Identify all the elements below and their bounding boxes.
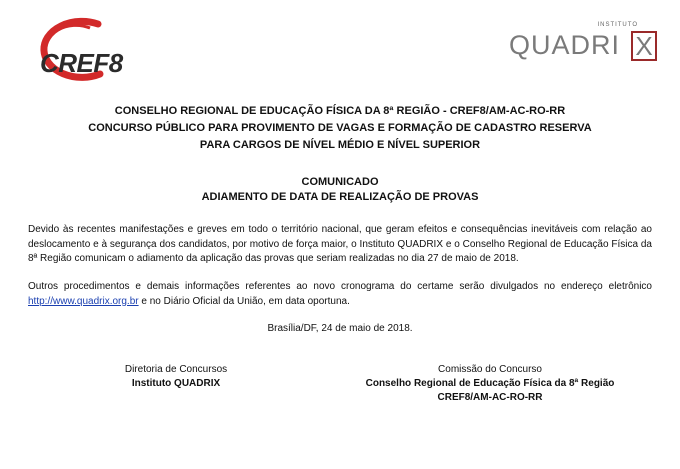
quadrix-website-link[interactable]: http://www.quadrix.org.br — [28, 295, 139, 307]
quadrix-tagline: INSTITUTO — [597, 22, 638, 28]
date-line: Brasília/DF, 24 de maio de 2018. — [267, 323, 413, 334]
signature-left-org: Instituto QUADRIX — [131, 378, 221, 389]
quadrix-logo-text: QUADRI — [509, 30, 621, 60]
document-header — [0, 103, 680, 154]
body-paragraph-2 — [28, 280, 652, 309]
notice-title: COMUNICADO — [301, 176, 379, 188]
paragraph-2-end: e no Diário Oficial da União, em data oportuna. — [141, 295, 350, 307]
paragraph-2-start: Outros procedimentos e demais informações referentes ao novo cronograma do certame serão divulgados no endereço eletrônico — [28, 281, 652, 292]
notice-subtitle: ADIAMENTO DE DATA DE REALIZAÇÃO DE PROVAS — [201, 191, 479, 203]
cref8-logo-text: CREF8 — [40, 48, 123, 78]
signature-right-org: Conselho Regional de Educação Física da 8ª Região — [365, 378, 615, 389]
cref8-logo — [28, 14, 124, 84]
quadrix-logo — [505, 22, 660, 62]
quadrix-logo-x: X — [631, 31, 657, 61]
notice-heading — [0, 175, 680, 205]
signature-left — [106, 363, 246, 391]
signature-right-org-code: CREF8/AM-AC-RO-RR — [437, 392, 543, 403]
signature-right-role: Comissão do Concurso — [438, 364, 542, 375]
body-paragraph-1: Devido às recentes manifestações e greves em todo o território nacional, que geram efeitos e consequências inevitáveis com relação ao deslocamento e à segurança dos candidatos, por motivo de força maior, o Instituto QUADRIX e o Conselho Regional de Educação Física da 8ª Região comunicam o adiamento da aplicação das provas que seriam realizadas no dia 27 de maio de 2018. — [28, 224, 652, 264]
signature-right — [350, 363, 630, 405]
header-line-2: CONCURSO PÚBLICO PARA PROVIMENTO DE VAGAS E FORMAÇÃO DE CADASTRO RESERVA — [88, 122, 592, 134]
signature-left-role: Diretoria de Concursos — [124, 364, 228, 375]
header-line-1: CONSELHO REGIONAL DE EDUCAÇÃO FÍSICA DA 8ª REGIÃO - CREF8/AM-AC-RO-RR — [114, 105, 566, 117]
header-line-3: PARA CARGOS DE NÍVEL MÉDIO E NÍVEL SUPERIOR — [199, 139, 481, 151]
